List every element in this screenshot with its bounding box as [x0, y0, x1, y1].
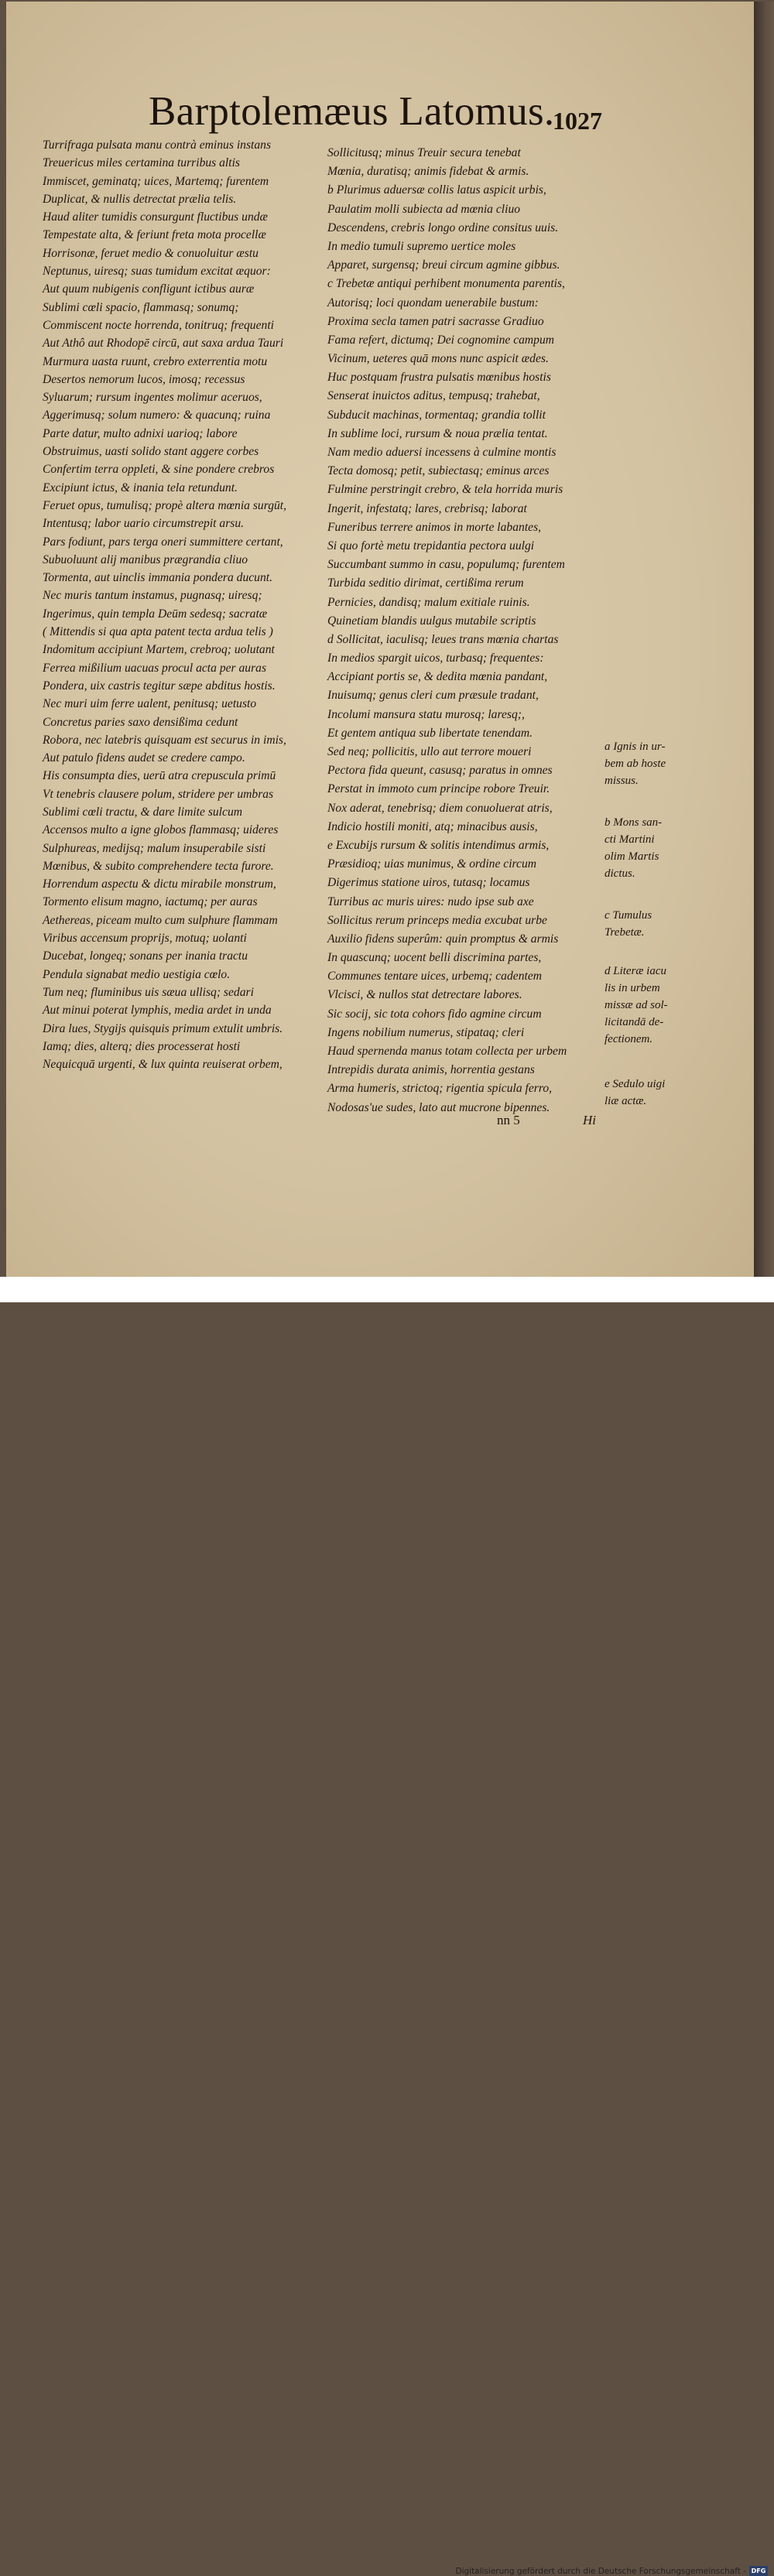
verse-line: Nec muri uim ferre ualent, penitusq; uetusto: [43, 697, 257, 711]
note-line: Trebetæ.: [604, 926, 645, 939]
verse-line: In sublime loci, rursum & noua prælia tentat.: [327, 426, 548, 440]
verse-line: Nam medio aduersi incessens à culmine montis: [327, 446, 557, 459]
verse-line: Accipiant portis se, & dedita mœnia pandant,: [327, 670, 548, 684]
verse-line: Sic socij, sic tota cohors fido agmine circum: [327, 1007, 542, 1021]
marginal-note: [604, 738, 682, 789]
verse-line: Tempestate alta, & feriunt freta mota procellæ: [43, 228, 266, 242]
verse-line: Turrifraga pulsata manu contrà eminus instans: [43, 139, 272, 152]
verse-line: Huc postquam frustra pulsatis mœnibus hostis: [327, 371, 551, 385]
verse-line: Robora, nec latebris quisquam est securus in imis,: [43, 733, 286, 747]
verse-line: Mœnia, duratisq; animis fidebat & armis.: [327, 165, 529, 179]
running-title: Barptolemæus Latomus.: [149, 89, 555, 134]
note-line: d Literæ iacu: [604, 965, 667, 977]
verse-line: Inuisumq; genus cleri cum præsule tradant,: [327, 689, 539, 703]
verse-line: Turribus ac muris uires: nudo ipse sub axe: [327, 895, 534, 908]
verse-line: Feruet opus, tumulisq; propè altera mœnia surgūt,: [43, 498, 287, 512]
marginal-note: [604, 1076, 682, 1110]
verse-line: Auxilio fidens superûm: quin promptus & armis: [327, 932, 559, 946]
verse-line: His consumpta dies, uerū atra crepuscula primū: [43, 769, 276, 783]
verse-line: Dira lues, Stygijs quisquis primum extulit umbris.: [43, 1021, 283, 1035]
verse-line: Sublimi cœli spacio, flammasq; sonumq;: [43, 300, 239, 314]
verse-line: Sulphureas, medijsq; malum insuperabile sisti: [43, 841, 266, 855]
note-line: missus.: [604, 775, 639, 787]
verse-line: Subducit machinas, tormentaq; grandia tollit: [327, 408, 546, 422]
verse-line: Tormenta, aut uinclis immania pondera ducunt.: [43, 571, 273, 585]
note-line: liæ actæ.: [604, 1095, 647, 1107]
verse-line: Horrisonæ, feruet medio & conuoluitur æstu: [43, 246, 259, 260]
verse-line: Pendula signabat medio uestigia cœlo.: [43, 967, 231, 981]
verse-line: Haud aliter tumidis consurgunt fluctibus undæ: [43, 210, 268, 224]
verse-line: Sollicitus rerum princeps media excubat urbe: [327, 913, 547, 927]
credit-bar: [0, 1277, 774, 2576]
verse-line: Pars fodiunt, pars terga oneri summittere certant,: [43, 535, 283, 549]
verse-line: Iamq; dies, alterq; dies processerat hosti: [43, 1039, 241, 1053]
verse-line: Intentusq; labor uario circumstrepit arsu.: [43, 517, 245, 531]
verse-line: Commiscent nocte horrenda, tonitruq; frequenti: [43, 318, 274, 332]
note-line: cti Martini: [604, 833, 655, 846]
verse-line: Subuoluunt alij manibus prægrandia cliuo: [43, 552, 248, 566]
verse-line: Pondera, uix castris tegitur sæpe abditus hostis.: [43, 679, 276, 693]
verse-line: Communes tentare uices, urbemq; cadentem: [327, 970, 543, 984]
note-line: lis in urbem: [604, 982, 660, 994]
note-line: c Tumulus: [604, 909, 652, 922]
verse-line: Fama refert, dictumq; Dei cognomine campum: [327, 333, 555, 347]
verse-line: e Excubijs rursum & solitis intendimus armis,: [327, 838, 550, 852]
funding-credit: Digitalisierung gefördert durch die Deutsche Forschungsgemeinschaft -: [455, 2567, 746, 2576]
verse-line: Neptunus, uiresq; suas tumidum excitat æquor:: [43, 265, 271, 279]
verse-line: Perstat in immoto cum principe robore Treuir.: [327, 782, 550, 796]
verse-line: In medio tumuli supremo uertice moles: [327, 239, 516, 253]
verse-line: Accensos multo a igne globos flammasq; uideres: [43, 823, 279, 837]
verse-line: Aethereas, piceam multo cum sulphure flammam: [43, 913, 278, 927]
verse-line: c Trebetæ antiqui perhibent monumenta parentis,: [327, 277, 565, 291]
verse-line: Nox aderat, tenebrisq; diem conuoluerat atris,: [327, 801, 553, 815]
verse-line: Ingens nobilium numerus, stipataq; cleri: [327, 1025, 525, 1039]
note-line: licitandā de-: [604, 1016, 664, 1028]
verse-line: Obstruimus, uasti solido stant aggere corbes: [43, 445, 259, 459]
verse-line: Duplicat, & nullis detrectat prælia telis.: [43, 192, 237, 206]
verse-line: Arma humeris, strictoq; rigentia spicula ferro,: [327, 1082, 553, 1096]
verse-line: Autorisq; loci quondam uenerabile bustum:: [327, 296, 539, 310]
verse-line: Viribus accensum proprijs, motuq; uolanti: [43, 932, 247, 946]
right-verse-column: [327, 144, 600, 1117]
verse-line: Ducebat, longeq; sonans per inania tractu: [43, 949, 248, 963]
folio-number: 1027: [553, 107, 602, 135]
verse-line: Apparet, surgensq; breui circum agmine gibbus.: [327, 258, 560, 272]
verse-line: Incolumi mansura statu murosq; laresq;,: [327, 707, 525, 721]
verse-line: Ferrea mißilium uacuas procul acta per auras: [43, 661, 267, 675]
verse-line: Vlcisci, & nullos stat detrectare labores.: [327, 988, 522, 1002]
verse-line: Vicinum, ueteres quā mons nunc aspicit ædes.: [327, 352, 549, 366]
note-line: e Sedulo uigi: [604, 1078, 666, 1090]
verse-line: Horrendum aspectu & dictu mirabile monstrum,: [43, 877, 276, 891]
verse-line: Paulatim molli subiecta ad mœnia cliuo: [327, 202, 521, 216]
verse-line: Aut patulo fidens audet se credere campo.: [43, 751, 245, 765]
verse-line: Funeribus terrere animos in morte labantes,: [327, 520, 542, 534]
verse-line: Aut Athô aut Rhodopē circū, aut saxa ardua Tauri: [43, 337, 284, 351]
verse-line: Indicio hostili moniti, atq; minacibus ausis,: [327, 819, 538, 833]
catchword: Hi: [583, 1113, 596, 1127]
verse-line: Fulmine perstringit crebro, & tela horrida muris: [327, 483, 563, 497]
verse-line: Succumbant summo in casu, populumq; furentem: [327, 558, 565, 572]
verse-line: Descendens, crebris longo ordine consitus uuis.: [327, 221, 559, 234]
marginal-note: [604, 907, 682, 941]
verse-line: Ingerit, infestatq; lares, crebrisq; laborat: [327, 501, 527, 515]
verse-line: Mœnibus, & subito comprehendere tecta furore.: [43, 859, 274, 873]
verse-line: Præsidioq; uias munimus, & ordine circum: [327, 857, 536, 871]
verse-line: Nequicquā urgenti, & lux quinta reuiserat orbem,: [43, 1058, 283, 1072]
marginal-note: [604, 963, 682, 1048]
note-line: a Ignis in ur-: [604, 741, 666, 753]
verse-line: Concretus paries saxo densißima cedunt: [43, 715, 238, 729]
verse-line: Digerimus statione uiros, tutasq; locamus: [327, 876, 530, 890]
verse-line: Pectora fida queunt, casusq; paratus in omnes: [327, 764, 553, 778]
verse-line: Sollicitusq; minus Treuir secura tenebat: [327, 146, 521, 159]
verse-line: Aut quum nubigenis confligunt ictibus auræ: [43, 282, 255, 296]
note-line: olim Martis: [604, 850, 659, 863]
verse-line: Desertos nemorum lucos, imosq; recessus: [43, 372, 245, 386]
verse-line: In medios spargit uicos, turbasq; frequentes:: [327, 652, 544, 665]
verse-line: Nec muris tantum instamus, pugnasq; uiresq;: [43, 589, 262, 603]
verse-line: b Plurimus aduersæ collis latus aspicit urbis,: [327, 183, 546, 197]
verse-line: Quinetiam blandis uulgus mutabile scriptis: [327, 614, 536, 628]
signature-mark: nn 5: [497, 1113, 520, 1127]
verse-line: Tum neq; fluminibus uis sæua ullisq; sedari: [43, 985, 254, 999]
verse-line: Confertim terra oppleti, & sine pondere crebros: [43, 463, 275, 477]
verse-line: Tormento elisum magno, iactumq; per auras: [43, 895, 258, 909]
verse-line: Aut minui poterat lymphis, media ardet in unda: [43, 1004, 272, 1018]
note-line: b Mons san-: [604, 816, 663, 829]
verse-line: Vt tenebris clausere polum, stridere per umbras: [43, 787, 274, 801]
verse-line: Treuericus miles certamina turribus altis: [43, 156, 240, 170]
note-line: missæ ad sol-: [604, 999, 668, 1011]
verse-line: Sublimi cœli tractu, & dare limite sulcum: [43, 805, 242, 819]
verse-line: Et gentem antiqua sub libertate tenendam.: [327, 726, 533, 740]
verse-line: Si quo fortè metu trepidantia pectora uulgi: [327, 539, 535, 552]
verse-line: Haud spernenda manus totam collecta per urbem: [327, 1045, 567, 1058]
verse-line: Sed neq; pollicitis, ullo aut terrore moueri: [327, 745, 532, 758]
verse-line: Parte datur, multo adnixi uarioq; labore: [43, 426, 238, 440]
verse-line: Pernicies, dandisq; malum exitiale ruinis.: [327, 595, 530, 609]
verse-line: Senserat inuictos aditus, tempusq; trahebat,: [327, 389, 540, 403]
verse-line: Aggerimusq; solum numero: & quacunq; ruina: [43, 409, 271, 422]
note-line: bem ab hoste: [604, 758, 666, 770]
verse-line: In quascunq; uocent belli discrimina partes,: [327, 951, 542, 965]
note-line: dictus.: [604, 867, 635, 880]
verse-line: Turbida seditio dirimat, certißima rerum: [327, 576, 524, 590]
verse-line: ( Mittendis si qua apta patent tecta ardua telis ): [43, 625, 273, 639]
verse-line: Proxima secla tamen patri sacrasse Gradiuo: [327, 314, 544, 328]
left-verse-column: [43, 136, 327, 1073]
verse-line: Ingerimus, quin templa Deūm sedesq; sacratæ: [43, 607, 268, 621]
verse-line: Murmura uasta ruunt, crebro exterrentia motu: [43, 354, 268, 368]
verse-line: Immiscet, geminatq; uices, Martemq; furentem: [43, 174, 269, 188]
verse-line: Excipiunt ictus, & inania tela retundunt.: [43, 481, 238, 494]
verse-line: Tecta domosq; petit, subiectasq; eminus arces: [327, 464, 550, 478]
verse-line: Indomitum accipiunt Martem, crebroq; uolutant: [43, 643, 275, 657]
verse-line: Syluarum; rursum ingentes molimur aceruos,: [43, 391, 262, 405]
verse-line: d Sollicitat, iaculisq; leues trans mœnia chartas: [327, 632, 559, 646]
book-page: [6, 2, 754, 1277]
verse-line: Intrepidis durata animis, horrentia gestans: [327, 1063, 535, 1077]
marginal-note: [604, 814, 682, 882]
page-edge-shadow: [754, 2, 774, 1277]
note-line: fectionem.: [604, 1033, 653, 1045]
verse-line: Nodosas'ue sudes, lato aut mucrone bipennes.: [327, 1100, 550, 1114]
dfg-logo: DFG: [749, 2566, 768, 2576]
